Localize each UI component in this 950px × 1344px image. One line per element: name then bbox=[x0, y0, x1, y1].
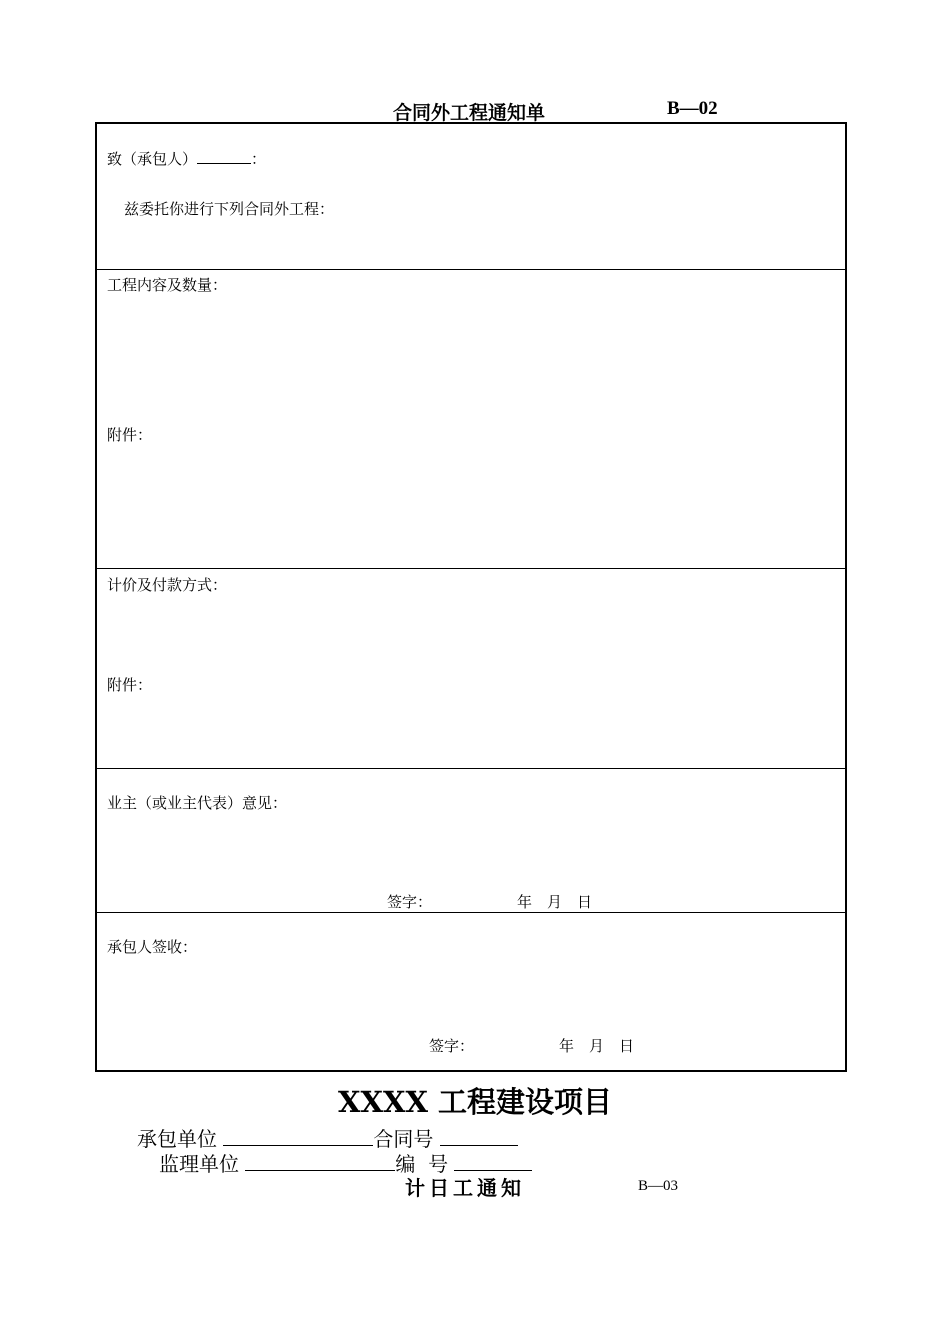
notice-code: B—03 bbox=[638, 1178, 679, 1194]
form-title-row bbox=[0, 98, 950, 124]
section-pricing bbox=[97, 569, 845, 769]
contractor-sign-label: 签字： bbox=[429, 1037, 475, 1055]
section-owner-opinion bbox=[97, 769, 845, 913]
section-contractor-receipt bbox=[97, 913, 845, 1070]
notice-form-table bbox=[95, 122, 847, 1072]
project-title: XXXX 工程建设项目 bbox=[337, 1085, 613, 1119]
to-contractor-line bbox=[107, 148, 266, 169]
owner-sign-label: 签字： bbox=[387, 893, 433, 911]
contractor-name-blank[interactable] bbox=[197, 149, 251, 164]
pricing-label: 计价及付款方式： bbox=[107, 576, 228, 594]
to-contractor-label: 致（承包人） bbox=[107, 150, 198, 168]
number-blank[interactable] bbox=[454, 1152, 532, 1171]
owner-date: 年 月 日 bbox=[517, 893, 593, 911]
supervisor-unit-blank[interactable] bbox=[245, 1152, 395, 1171]
section-work-content bbox=[97, 269, 845, 569]
contractor-unit-label: 承包单位 bbox=[137, 1127, 217, 1151]
section-addressee bbox=[97, 124, 845, 270]
to-contractor-suffix: ： bbox=[251, 150, 267, 168]
notice-title: 计日工通知 bbox=[405, 1176, 525, 1200]
form-title: 合同外工程通知单 bbox=[393, 102, 546, 124]
contract-no-blank[interactable] bbox=[440, 1127, 518, 1146]
attachment-label-2: 附件： bbox=[107, 676, 153, 694]
owner-opinion-label: 业主（或业主代表）意见： bbox=[107, 794, 288, 812]
contractor-receipt-label: 承包人签收： bbox=[107, 938, 198, 956]
contractor-unit-blank[interactable] bbox=[223, 1127, 373, 1146]
contract-no-label: 合同号 bbox=[373, 1127, 434, 1151]
contractor-date: 年 月 日 bbox=[559, 1037, 635, 1055]
content-label: 工程内容及数量： bbox=[107, 276, 228, 294]
form-code: B—02 bbox=[667, 98, 718, 119]
attachment-label-1: 附件： bbox=[107, 426, 153, 444]
number-label: 编 号 bbox=[395, 1152, 449, 1176]
supervisor-unit-label: 监理单位 bbox=[159, 1152, 239, 1176]
entrust-text: 兹委托你进行下列合同外工程： bbox=[124, 200, 335, 218]
